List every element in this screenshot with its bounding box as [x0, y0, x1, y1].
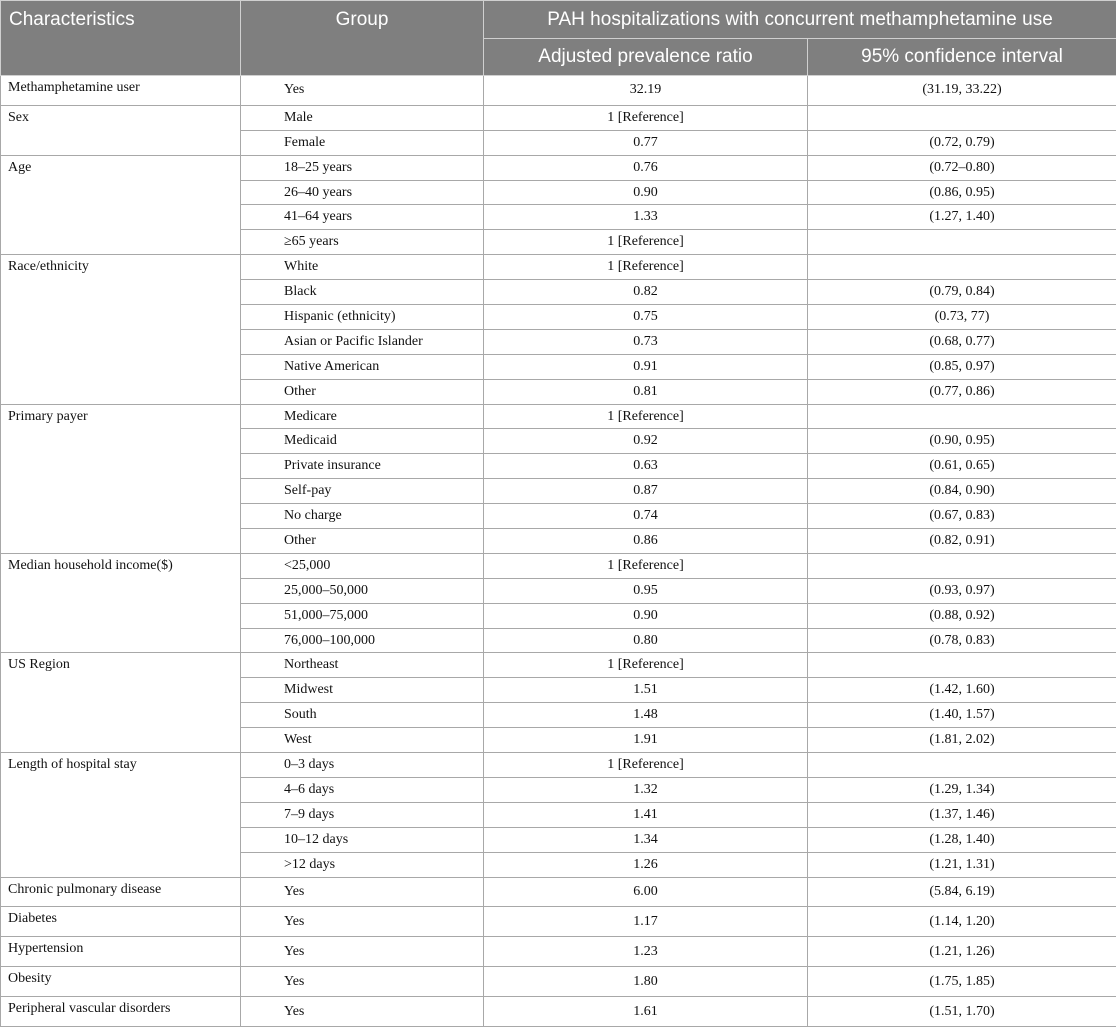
group-cell: Midwest	[241, 678, 484, 703]
table-row	[1, 105, 1116, 130]
apr-cell: 0.74	[484, 504, 808, 529]
apr-cell: 6.00	[484, 877, 808, 907]
ci-cell	[808, 255, 1116, 280]
characteristic-label: Obesity	[1, 967, 241, 997]
apr-cell: 1 [Reference]	[484, 255, 808, 280]
ci-cell: (1.75, 1.85)	[808, 967, 1116, 997]
group-cell: <25,000	[241, 553, 484, 578]
group-cell: Yes	[241, 76, 484, 106]
apr-cell: 0.91	[484, 354, 808, 379]
apr-cell: 1 [Reference]	[484, 753, 808, 778]
characteristic-label: Primary payer	[1, 404, 241, 553]
apr-cell: 1.61	[484, 997, 808, 1027]
table-row	[1, 155, 1116, 180]
group-cell: Native American	[241, 354, 484, 379]
group-cell: Hispanic (ethnicity)	[241, 305, 484, 330]
group-cell: 76,000–100,000	[241, 628, 484, 653]
group-cell: 26–40 years	[241, 180, 484, 205]
characteristic-label: Median household income($)	[1, 553, 241, 653]
characteristic-label: Age	[1, 155, 241, 255]
table-row	[1, 877, 1116, 907]
group-cell: 25,000–50,000	[241, 578, 484, 603]
characteristic-label: Diabetes	[1, 907, 241, 937]
ci-cell	[808, 230, 1116, 255]
apr-cell: 0.90	[484, 180, 808, 205]
ci-cell: (0.78, 0.83)	[808, 628, 1116, 653]
apr-cell: 1.33	[484, 205, 808, 230]
group-cell: ≥65 years	[241, 230, 484, 255]
apr-cell: 1 [Reference]	[484, 404, 808, 429]
table-row	[1, 967, 1116, 997]
group-cell: Private insurance	[241, 454, 484, 479]
header-apr: Adjusted prevalence ratio	[484, 39, 808, 76]
header-characteristics: Characteristics	[1, 1, 241, 76]
ci-cell: (1.21, 1.26)	[808, 937, 1116, 967]
group-cell: 7–9 days	[241, 802, 484, 827]
ci-cell: (1.42, 1.60)	[808, 678, 1116, 703]
ci-cell	[808, 653, 1116, 678]
apr-cell: 1.17	[484, 907, 808, 937]
characteristic-label: Chronic pulmonary disease	[1, 877, 241, 907]
ci-cell: (0.82, 0.91)	[808, 529, 1116, 554]
header-ci: 95% confidence interval	[808, 39, 1116, 76]
apr-cell: 0.82	[484, 280, 808, 305]
apr-cell: 1 [Reference]	[484, 653, 808, 678]
ci-cell: (1.37, 1.46)	[808, 802, 1116, 827]
ci-cell: (0.73, 77)	[808, 305, 1116, 330]
apr-cell: 32.19	[484, 76, 808, 106]
characteristic-label: Peripheral vascular disorders	[1, 997, 241, 1027]
apr-cell: 0.76	[484, 155, 808, 180]
ci-cell	[808, 404, 1116, 429]
table-row	[1, 553, 1116, 578]
characteristic-label: Length of hospital stay	[1, 753, 241, 877]
header-group: Group	[241, 1, 484, 76]
ci-cell: (0.77, 0.86)	[808, 379, 1116, 404]
apr-cell: 1.34	[484, 827, 808, 852]
group-cell: Yes	[241, 907, 484, 937]
ci-cell: (0.79, 0.84)	[808, 280, 1116, 305]
group-cell: Yes	[241, 997, 484, 1027]
table-row	[1, 76, 1116, 106]
apr-cell: 0.87	[484, 479, 808, 504]
apr-cell: 0.77	[484, 130, 808, 155]
ci-cell: (1.21, 1.31)	[808, 852, 1116, 877]
group-cell: Black	[241, 280, 484, 305]
ci-cell: (0.72–0.80)	[808, 155, 1116, 180]
table-header	[1, 1, 1116, 76]
ci-cell: (0.85, 0.97)	[808, 354, 1116, 379]
table-row	[1, 255, 1116, 280]
group-cell: Yes	[241, 937, 484, 967]
ci-cell: (0.84, 0.90)	[808, 479, 1116, 504]
apr-cell: 1.23	[484, 937, 808, 967]
group-cell: >12 days	[241, 852, 484, 877]
apr-cell: 0.90	[484, 603, 808, 628]
header-outcome: PAH hospitalizations with concurrent methamphetamine use	[484, 1, 1116, 39]
ci-cell: (1.29, 1.34)	[808, 777, 1116, 802]
apr-cell: 1 [Reference]	[484, 230, 808, 255]
ci-cell: (1.28, 1.40)	[808, 827, 1116, 852]
group-cell: Self-pay	[241, 479, 484, 504]
ci-cell: (1.81, 2.02)	[808, 728, 1116, 753]
group-cell: West	[241, 728, 484, 753]
ci-cell: (5.84, 6.19)	[808, 877, 1116, 907]
table-row	[1, 753, 1116, 778]
group-cell: 41–64 years	[241, 205, 484, 230]
ci-cell: (0.88, 0.92)	[808, 603, 1116, 628]
group-cell: Yes	[241, 967, 484, 997]
characteristic-label: US Region	[1, 653, 241, 753]
characteristic-label: Hypertension	[1, 937, 241, 967]
group-cell: No charge	[241, 504, 484, 529]
apr-cell: 0.92	[484, 429, 808, 454]
ci-cell: (0.67, 0.83)	[808, 504, 1116, 529]
apr-cell: 1.80	[484, 967, 808, 997]
group-cell: Female	[241, 130, 484, 155]
group-cell: 4–6 days	[241, 777, 484, 802]
table-row	[1, 907, 1116, 937]
characteristic-label: Sex	[1, 105, 241, 155]
apr-cell: 1.48	[484, 703, 808, 728]
apr-cell: 1.32	[484, 777, 808, 802]
ci-cell: (1.40, 1.57)	[808, 703, 1116, 728]
ci-cell: (0.61, 0.65)	[808, 454, 1116, 479]
table-body	[1, 76, 1116, 1027]
ci-cell: (0.72, 0.79)	[808, 130, 1116, 155]
apr-cell: 0.86	[484, 529, 808, 554]
group-cell: 18–25 years	[241, 155, 484, 180]
group-cell: Medicaid	[241, 429, 484, 454]
group-cell: Northeast	[241, 653, 484, 678]
group-cell: White	[241, 255, 484, 280]
group-cell: 0–3 days	[241, 753, 484, 778]
apr-cell: 1.51	[484, 678, 808, 703]
table-row	[1, 653, 1116, 678]
group-cell: 10–12 days	[241, 827, 484, 852]
ci-cell: (0.93, 0.97)	[808, 578, 1116, 603]
characteristic-label: Methamphetamine user	[1, 76, 241, 106]
apr-cell: 0.73	[484, 329, 808, 354]
ci-cell: (1.51, 1.70)	[808, 997, 1116, 1027]
apr-cell: 1.41	[484, 802, 808, 827]
ci-cell	[808, 753, 1116, 778]
apr-cell: 0.81	[484, 379, 808, 404]
apr-cell: 1.26	[484, 852, 808, 877]
table-row	[1, 997, 1116, 1027]
apr-cell: 1 [Reference]	[484, 105, 808, 130]
ci-cell	[808, 553, 1116, 578]
apr-cell: 0.75	[484, 305, 808, 330]
ci-cell: (1.14, 1.20)	[808, 907, 1116, 937]
group-cell: Other	[241, 379, 484, 404]
table-row	[1, 937, 1116, 967]
group-cell: Other	[241, 529, 484, 554]
ci-cell: (1.27, 1.40)	[808, 205, 1116, 230]
group-cell: South	[241, 703, 484, 728]
apr-cell: 0.95	[484, 578, 808, 603]
group-cell: Medicare	[241, 404, 484, 429]
group-cell: Male	[241, 105, 484, 130]
apr-cell: 0.80	[484, 628, 808, 653]
apr-cell: 0.63	[484, 454, 808, 479]
apr-cell: 1 [Reference]	[484, 553, 808, 578]
ci-cell	[808, 105, 1116, 130]
ci-cell: (0.68, 0.77)	[808, 329, 1116, 354]
ci-cell: (31.19, 33.22)	[808, 76, 1116, 106]
group-cell: Asian or Pacific Islander	[241, 329, 484, 354]
apr-cell: 1.91	[484, 728, 808, 753]
group-cell: 51,000–75,000	[241, 603, 484, 628]
characteristic-label: Race/ethnicity	[1, 255, 241, 404]
group-cell: Yes	[241, 877, 484, 907]
ci-cell: (0.86, 0.95)	[808, 180, 1116, 205]
ci-cell: (0.90, 0.95)	[808, 429, 1116, 454]
table-row	[1, 404, 1116, 429]
